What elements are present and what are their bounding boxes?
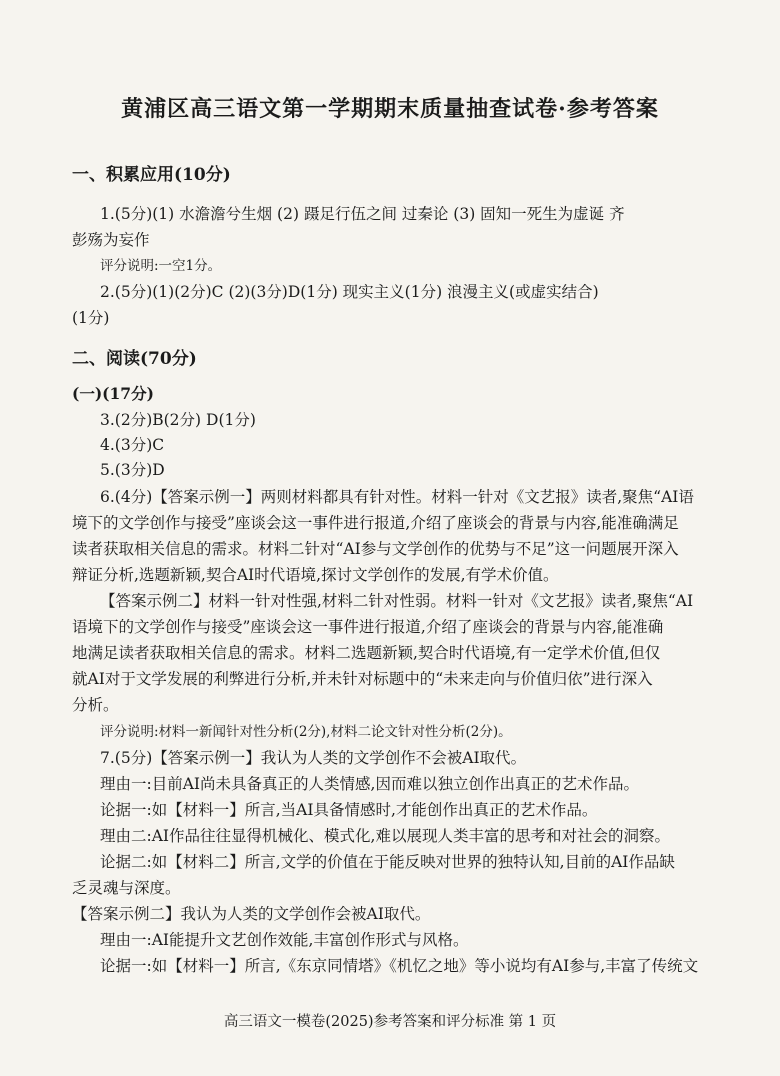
q7-line: 理由一:AI能提升文艺创作效能,丰富创作形式与风格。 bbox=[100, 931, 469, 949]
q7-line: 7.(5分)【答案示例一】我认为人类的文学创作不会被AI取代。 bbox=[100, 749, 527, 767]
q7-line: 乏灵魂与深度。 bbox=[72, 879, 181, 897]
page-footer: 高三语文一模卷(2025)参考答案和评分标准 第 1 页 bbox=[223, 1014, 557, 1030]
q5-answer: 5.(3分)D bbox=[100, 461, 165, 479]
q2-answer-line-2: (1分) bbox=[72, 309, 110, 327]
q7-line: 论据一:如【材料一】所言,当AI具备情感时,才能创作出真正的艺术作品。 bbox=[100, 801, 598, 819]
q7-line: 理由一:目前AI尚未具备真正的人类情感,因而难以独立创作出真正的艺术作品。 bbox=[100, 775, 639, 793]
q7-line: 论据二:如【材料二】所言,文学的价值在于能反映对世界的独特认知,目前的AI作品缺 bbox=[100, 853, 675, 871]
page-title: 黄浦区高三语文第一学期期末质量抽查试卷·参考答案 bbox=[121, 96, 659, 122]
q6-line: 6.(4分)【答案示例一】两则材料都具有针对性。材料一针对《文艺报》读者,聚焦“AI语 bbox=[100, 488, 694, 506]
q6-line: 境下的文学创作与接受”座谈会这一事件进行报道,介绍了座谈会的背景与内容,能准确满足 bbox=[72, 514, 679, 532]
q3-answer: 3.(2分)B(2分) D(1分) bbox=[100, 411, 256, 429]
section-heading-accumulation: 一、积累应用(10分) bbox=[72, 165, 231, 185]
q6-line: 语境下的文学创作与接受”座谈会这一事件进行报道,介绍了座谈会的背景与内容,能准确 bbox=[72, 618, 664, 636]
q6-line: 辩证分析,选题新颖,契合AI时代语境,探讨文学创作的发展,有学术价值。 bbox=[72, 566, 559, 584]
q7-line: 【答案示例二】我认为人类的文学创作会被AI取代。 bbox=[72, 905, 431, 923]
q6-line: 【答案示例二】材料一针对性强,材料二针对性弱。材料一针对《文艺报》读者,聚焦“AI bbox=[100, 592, 694, 610]
q4-answer: 4.(3分)C bbox=[100, 436, 165, 454]
q1-scoring-note: 评分说明:一空1分。 bbox=[100, 258, 222, 274]
q1-answer-line-2: 彭殇为妄作 bbox=[72, 231, 150, 249]
q1-answer-line-1: 1.(5分)(1) 水澹澹兮生烟 (2) 蹑足行伍之间 过秦论 (3) 固知一死生为虚诞 齐 bbox=[100, 205, 625, 223]
q6-line: 就AI对于文学发展的利弊进行分析,并未针对标题中的“未来走向与价值归依”进行深入 bbox=[72, 670, 653, 688]
q2-answer-line-1: 2.(5分)(1)(2分)C (2)(3分)D(1分) 现实主义(1分) 浪漫主义(或虚实结合) bbox=[100, 283, 599, 301]
section-heading-reading: 二、阅读(70分) bbox=[72, 349, 197, 369]
q7-line: 理由二:AI作品往往显得机械化、模式化,难以展现人类丰富的思考和对社会的洞察。 bbox=[100, 827, 670, 845]
q6-line: 地满足读者获取相关信息的需求。材料二选题新颖,契合时代语境,有一定学术价值,但仅 bbox=[72, 644, 661, 662]
part1-heading: (一)(17分) bbox=[72, 384, 154, 403]
q6-scoring-note: 评分说明:材料一新闻针对性分析(2分),材料二论文针对性分析(2分)。 bbox=[100, 724, 512, 740]
q7-line: 论据一:如【材料一】所言,《东京同情塔》《机忆之地》等小说均有AI参与,丰富了传统文 bbox=[100, 957, 699, 975]
q6-line: 读者获取相关信息的需求。材料二针对“AI参与文学创作的优势与不足”这一问题展开深入 bbox=[72, 540, 679, 558]
q6-line: 分析。 bbox=[72, 696, 119, 714]
